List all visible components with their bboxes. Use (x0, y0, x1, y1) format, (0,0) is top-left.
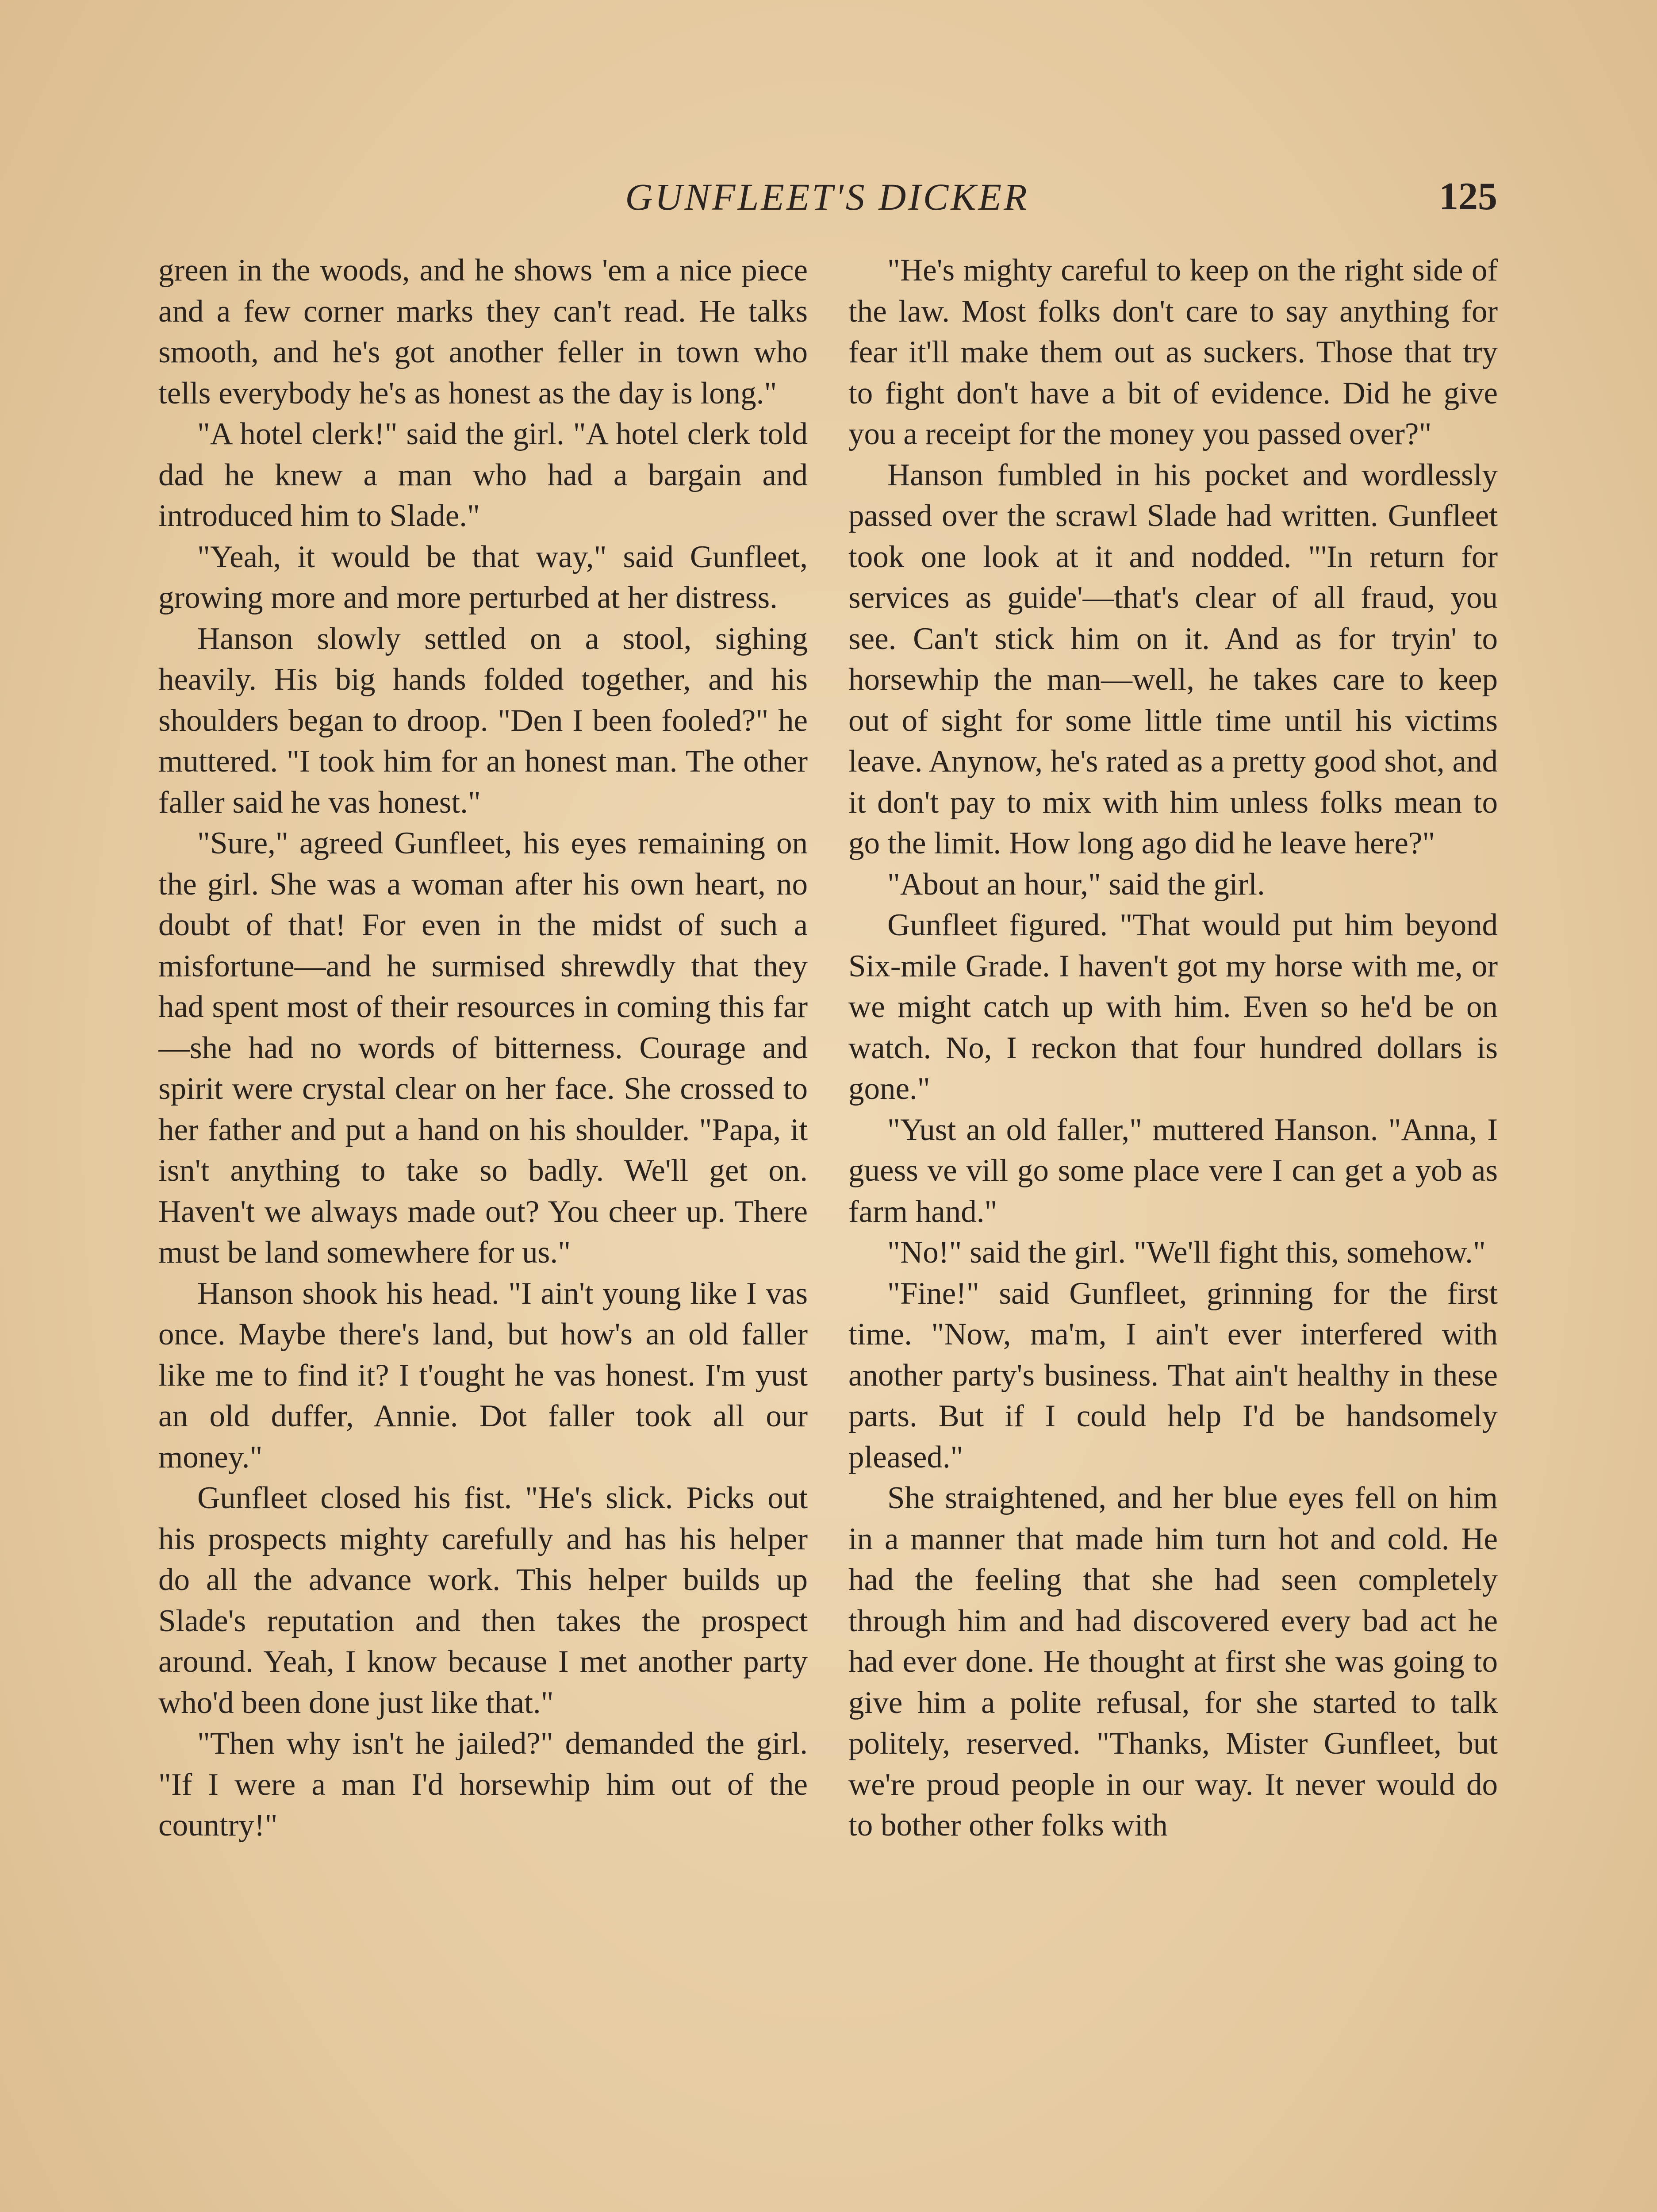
running-title: GUNFLEET'S DICKER (625, 176, 1029, 218)
paragraph: Gunfleet figured. "That would put him beyond Six-mile Grade. I haven't got my horse with me, or we might catch up with him. Even so he'd be on watch. No, I reckon that four hundred dollars is gone." (848, 908, 1498, 1106)
paragraph: Hanson slowly settled on a stool, sighing heavily. His big hands folded together, and his shoulders began to droop. "Den I been fooled?" he muttered. "I took him for an honest man. The other faller said he vas honest." (158, 621, 808, 820)
paragraph: "A hotel clerk!" said the girl. "A hotel clerk told dad he knew a man who had a bargain and introduced him to Slade." (158, 417, 808, 533)
paragraph: Hanson shook his head. "I ain't young like I vas once. Maybe there's land, but how's an old faller like me to find it? I t'ought he vas honest. I'm yust an old duffer, Annie. Dot faller took all our money." (158, 1276, 808, 1475)
page-header (157, 170, 1497, 223)
left-column (158, 250, 808, 2212)
paragraph: "He's mighty careful to keep on the right side of the law. Most folks don't care to say anything for fear it'll make them out as suckers. Those that try to fight don't have a bit of evidence. Did he give you a receipt for the money you passed over?" (848, 253, 1498, 451)
page-number: 125 (1439, 175, 1497, 218)
paragraph: "No!" said the girl. "We'll fight this, somehow." (887, 1235, 1486, 1270)
paragraph: "About an hour," said the girl. (887, 867, 1265, 902)
paragraph: "Yeah, it would be that way," said Gunfleet, growing more and more perturbed at her distress. (158, 539, 808, 615)
right-column (848, 250, 1498, 2212)
paragraph: Gunfleet closed his fist. "He's slick. Picks out his prospects mighty carefully and has his helper do all the advance work. This helper builds up Slade's reputation and then takes the prospect around. Yeah, I know because I met another party who'd been done just like that." (158, 1481, 808, 1720)
paragraph: Hanson fumbled in his pocket and wordlessly passed over the scrawl Slade had written. Gunfleet took one look at it and nodded. "'In return for services as guide'—that's clear of all fraud, you see. Can't stick him on it. And as for tryin' to horsewhip the man—well, he takes care to keep out of sight for some little time until his victims leave. Anynow, he's rated as a pretty good shot, and it don't pay to mix with him unless folks mean to go the limit. How long ago did he leave here?" (848, 457, 1498, 860)
paragraph: green in the woods, and he shows 'em a nice piece and a few corner marks they can't read. He talks smooth, and he's got another feller in town who tells everybody he's as honest as the day is long." (158, 253, 808, 411)
paragraph: "Yust an old faller," muttered Hanson. "Anna, I guess ve vill go some place vere I can get a yob as farm hand." (848, 1112, 1498, 1229)
paragraph: She straightened, and her blue eyes fell on him in a manner that made him turn hot and cold. He had the feeling that she had seen completely through him and had discovered every bad act he had ever done. He thought at first she was going to give him a polite refusal, for she started to talk politely, reserved. "Thanks, Mister Gunfleet, but we're proud people in our way. It never would do to bother other folks with (848, 1481, 1498, 1843)
paragraph: "Fine!" said Gunfleet, grinning for the first time. "Now, ma'm, I ain't ever interfered with another party's business. That ain't healthy in these parts. But if I could help I'd be handsomely pleased." (848, 1276, 1498, 1475)
paragraph: "Then why isn't he jailed?" demanded the girl. "If I were a man I'd horsewhip him out of the country!" (158, 1726, 808, 1843)
paragraph: "Sure," agreed Gunfleet, his eyes remaining on the girl. She was a woman after his own heart, no doubt of that! For even in the midst of such a misfortune—and he surmised shrewdly that they had spent most of their resources in coming this far—she had no words of bitterness. Courage and spirit were crystal clear on her face. She crossed to her father and put a hand on his shoulder. "Papa, it isn't anything to take so badly. We'll get on. Haven't we always made out? You cheer up. There must be land somewhere for us." (158, 826, 808, 1270)
